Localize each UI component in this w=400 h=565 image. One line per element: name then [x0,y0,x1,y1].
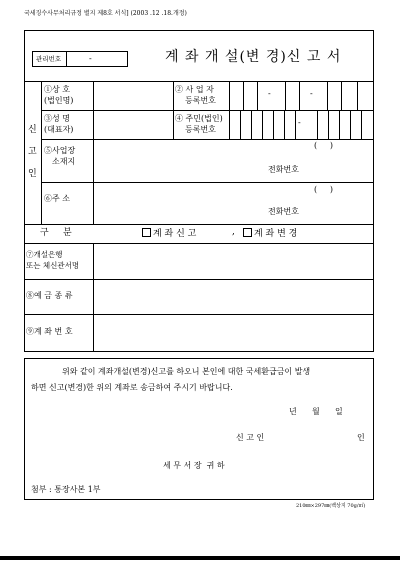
type-separator: , [232,227,235,237]
business-phone-label: 전화번호 [268,165,299,174]
representative-field[interactable] [94,111,172,138]
applicant-side-label-3: 인 [28,169,37,179]
representative-label: ③성 명 [44,114,70,123]
bottom-rule [0,556,400,560]
business-phone-area-parens: ( ) [314,141,333,150]
declaration-date[interactable]: 년 월 일 [289,407,343,416]
resident-number-sublabel: 등록번호 [185,125,216,134]
resident-number-dash: - [298,118,301,127]
option-account-report[interactable] [142,228,196,239]
document-title: 계 좌 개 설(변 경)신 고 서 [165,49,342,65]
business-number-dash-2: - [310,89,313,98]
attachment-note: 첨부 : 통장사본 1부 [31,485,101,494]
account-change-checkbox[interactable] [243,228,252,237]
reporter-label: 신 고 인 [236,433,265,442]
paper-spec: 210㎜×297㎜(백상지 70g/㎡) [296,503,366,509]
option-account-change[interactable] [243,228,297,239]
applicant-side-label-2: 고 [28,147,37,157]
company-name-field[interactable] [94,82,172,109]
bank-sublabel: 또는 체신관서명 [26,261,80,270]
business-number-label: ② 사 업 자 [175,85,214,94]
home-phone-label: 전화번호 [268,207,299,216]
address-label: ⑥주 소 [44,194,70,203]
account-number-field[interactable] [94,314,372,350]
resident-number-label: ④ 주민(법인) [175,114,223,123]
deposit-type-field[interactable] [94,279,372,313]
business-address-label: ⑤사업장 [44,146,76,155]
representative-sublabel: (대표자) [44,125,74,134]
home-phone-area-parens: ( ) [314,185,333,194]
business-address-sublabel: 소재지 [52,157,76,166]
business-number-sublabel: 등록번호 [185,96,216,105]
seal-mark: 인 [357,433,365,442]
account-report-label: 계 좌 신 고 [153,229,197,239]
account-number-label: ⑨계 좌 번 호 [26,327,73,336]
bank-label: ⑦개설은행 [26,250,63,259]
management-number-value[interactable]: - [89,54,92,63]
declaration-line-2: 하면 신고(변경)한 위의 계좌로 송금하여 주시기 바랍니다. [31,383,233,392]
account-report-checkbox[interactable] [142,228,151,237]
form-reference: 국세징수사무처리규정 별지 제8호 서식] (2003 .12 .18.개정) [24,10,187,17]
account-change-label: 계 좌 변 경 [254,229,298,239]
company-name-sublabel: (법인명) [44,96,74,105]
applicant-side-label-1: 신 [28,125,37,135]
business-number-dash-1: - [268,89,271,98]
declaration-line-1: 위와 같이 계좌개설(변경)신고를 하오니 본인에 대한 국세환급금이 발생 [62,367,311,376]
type-label: 구 분 [40,228,72,238]
declaration-box [24,358,374,500]
company-name-label: ①상 호 [44,85,70,94]
addressee: 세 무 서 장 귀 하 [163,461,225,470]
management-number-label: 관리번호 [36,55,62,63]
deposit-type-label: ⑧예 금 종 류 [26,291,73,300]
bank-name-field[interactable] [94,244,372,278]
